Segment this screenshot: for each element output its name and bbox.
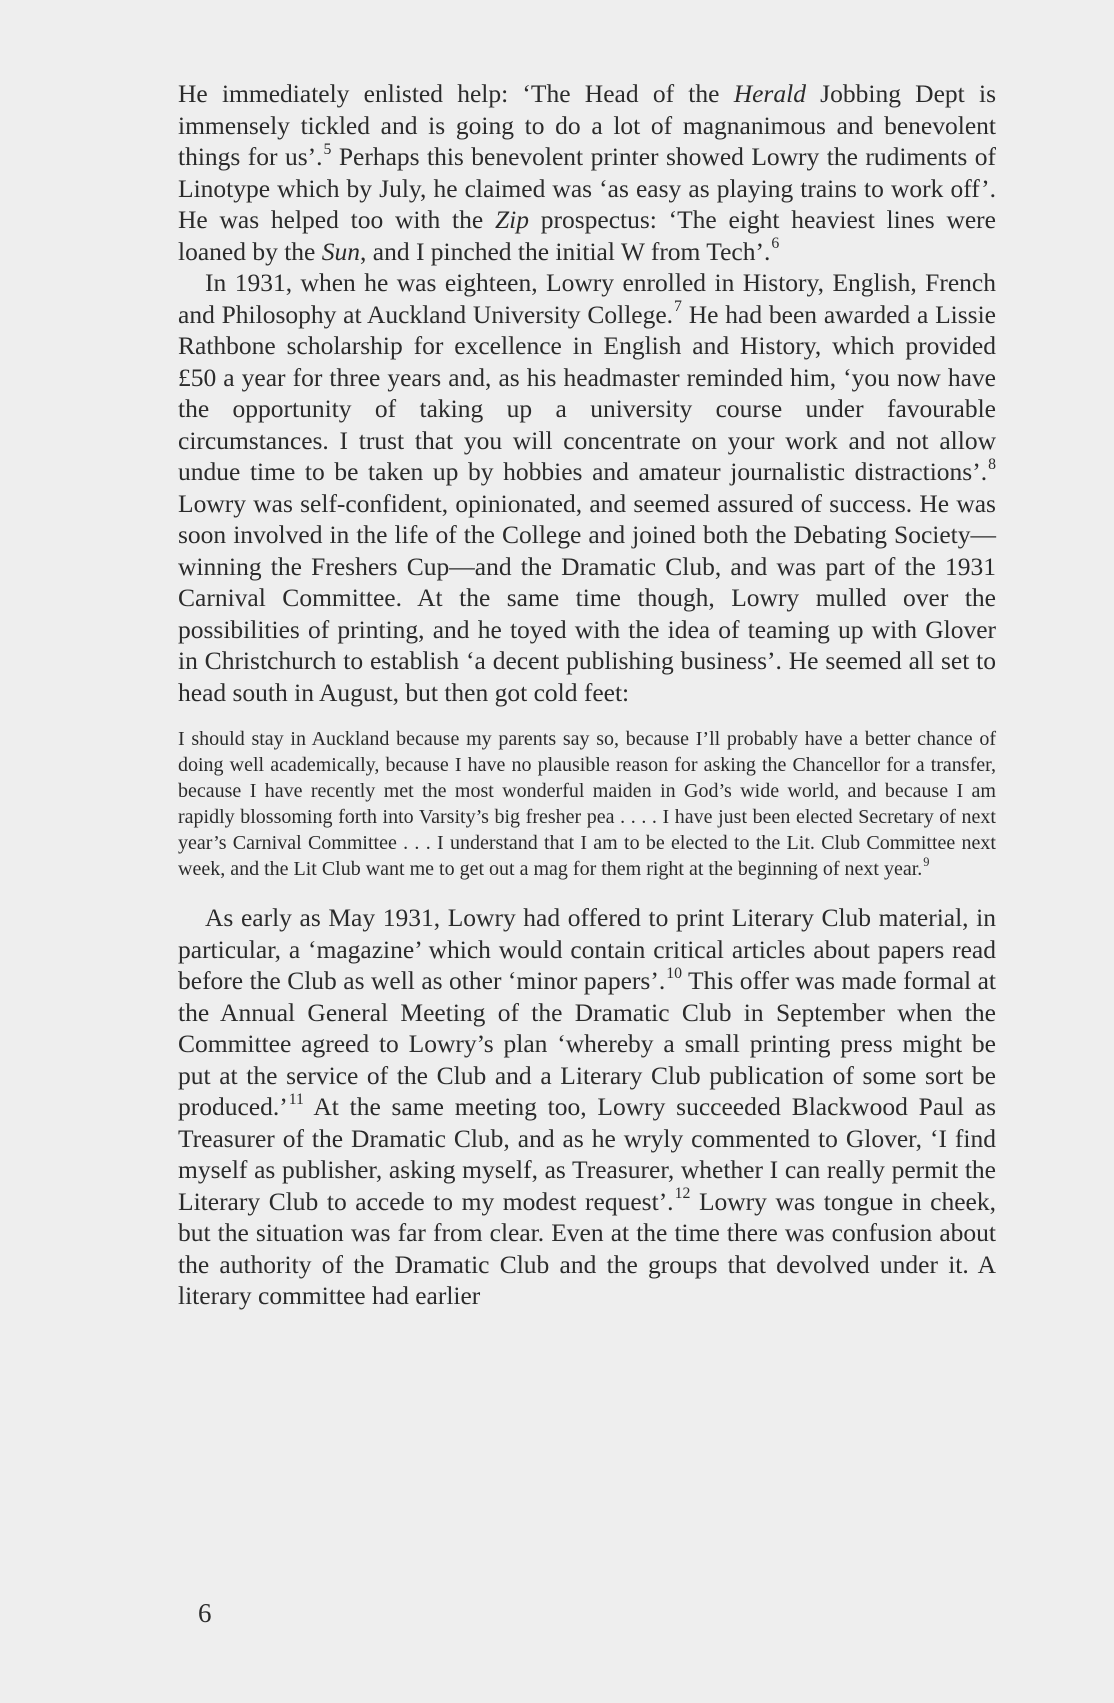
text-run: , and I pinched the initial W from Tech’.	[360, 236, 771, 266]
footnote-ref-9: 9	[923, 855, 930, 870]
paragraph-3	[178, 902, 996, 1312]
text-run: He had been awarded a Lissie Rathbone scholarship for excellence in English and History, which provided £50 a year for three years and, as his headmaster reminded him, ‘you now have the opportunity of taking up a university course under favourable circumstances. I trust that you will concentrate on your work and not allow undue time to be taken up by hobbies and amateur journalistic distractions’.	[178, 299, 996, 486]
page-number: 6	[198, 1598, 212, 1628]
text-run: In 1931, when he was eighteen, Lowry enrolled in History, English, French and Philosophy at Auckland University College.	[178, 268, 996, 329]
footnote-ref-7: 7	[674, 298, 682, 316]
footnote-ref-5: 5	[323, 140, 332, 158]
text-run: Lowry was self-confident, opinionated, and seemed assured of success. He was soon involved in the life of the College and joined both the Debating Society—winning the Freshers Cup—and the Dramatic Club, and was part of the 1931 Carnival Committee. At the same time though, Lowry mulled over the possibilities of printing, and he toyed with the idea of teaming up with Glover in Christchurch to establish ‘a decent publishing business’. He seemed all set to head south in August, but then got cold feet:	[178, 488, 996, 707]
text-run: prospectus: ‘The eight heaviest lines were loaned by the	[178, 205, 996, 266]
paragraph-1	[178, 78, 996, 267]
text-run: This offer was made formal at the Annual General Meeting of the Dramatic Club in September when the Committee agreed to Lowry’s plan ‘whereby a small printing press might be put at the service of the Club and a Literary Club publication of some sort be produced.’	[178, 966, 997, 1121]
block-quote	[178, 726, 996, 882]
footnote-ref-10: 10	[666, 964, 682, 982]
italic-zip: Zip	[494, 205, 529, 234]
footnote-ref-11: 11	[288, 1090, 304, 1108]
quote-text: I should stay in Auckland because my parents say so, because I’ll probably have a better chance of doing well academically, because I have no plausible reason for asking the Chancellor for a transfer, because I have recently met the most wonderful maiden in God’s wide world, and because I am rapidly blossoming forth into Varsity’s big fresher pea . . . . I have just been elected Secretary of next year’s Carnival Committee . . . I understand that I am to be elected to the Lit. Club Committee next week, and the Lit Club want me to get out a mag for them right at the beginning of next year.	[178, 728, 996, 880]
text-run: As early as May 1931, Lowry had offered to print Literary Club material, in particular, a ‘magazine’ which would contain critical articles about papers read before the Club as well as other ‘minor papers’.	[178, 903, 996, 995]
italic-sun: Sun	[321, 236, 360, 266]
italic-herald: Herald	[733, 79, 806, 108]
footnote-ref-12: 12	[674, 1185, 691, 1203]
footnote-ref-6: 6	[771, 235, 780, 253]
text-run: Perhaps this benevolent printer showed Lowry the rudiments of Linotype which by July, he claimed was ‘as easy as playing trains to work off’. He was helped too with the	[178, 142, 996, 234]
text-run: Lowry was tongue in cheek, but the situation was far from clear. Even at the time there was confusion about the authority of the Dramatic Club and the groups that devolved under it. A literary committee had earlier	[178, 1186, 996, 1310]
paragraph-2	[178, 267, 996, 708]
text-run: At the same meeting too, Lowry succeeded Blackwood Paul as Treasurer of the Dramatic Club, and as he wryly commented to Glover, ‘I find myself as publisher, asking myself, as Treasurer, whether I can really permit the Literary Club to accede to my modest request’.	[178, 1092, 996, 1216]
text-run: Jobbing Dept is immensely tickled and is going to do a lot of magnanimous and benevolent things for us’.	[178, 79, 996, 171]
text-run: He immediately enlisted help: ‘The Head of the	[178, 79, 734, 108]
footnote-ref-8: 8	[988, 455, 996, 473]
body-text	[178, 78, 996, 1312]
